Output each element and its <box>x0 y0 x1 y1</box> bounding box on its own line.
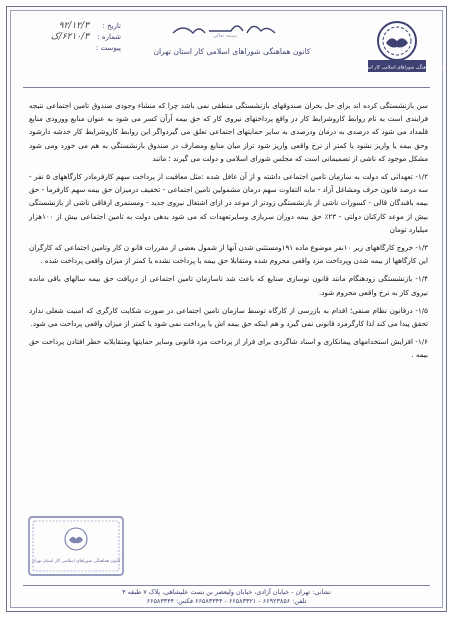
stamp-text: کانون هماهنگی شوراهای اسلامی کار استان تهران <box>31 559 121 564</box>
paragraph-1-6: ۱/۶- افزایش استخدامهای پیمانکاری و اسناد شاگردی برای فرار از پرداخت مزد قانونی وسایر حمایتها ومتقابلابه خطر افتادن پرداخت حق بیمه . <box>29 337 428 360</box>
paragraph-intro: سن بازنشستگی کرده اند برای حل بحران صندوقهای بازنشستگی منطقی نمی باشد چرا که منشاء وجودی صندوق تامین اجتماعی نتیجه فرایندی است به نام روابط کاروشرایط کار در واقع پرداختهای نیروی کار که حق بیمه آرآن کسر می شود به عنوان منابع وورودی منابع قلمداد می شود که درصدی به درمان ودرصدی به سایر حمایتهای اجتماعی تعلق می گیردواگر این روابط کاروشرایط کار خدشه دارشود وحق بیمه یا واریز نشود یا کمتر از نرخ واقعی واریز شود تراز میان منابع ومصارف در صندوق بازنشستگی به هم می خورد ومی شود مشکل موجود که ناشی از تصمیماتی است که مجلس شورای اسلامی و دولت می گیرند ؛ مانند <box>29 101 428 163</box>
footer-phones: تلفن: ۶۶۹۲۳۸۵۶ - ۶۶۵۸۳۳۲۱ - ۶۶۵۸۳۳۴۴ فکس: ۶۶۵۸۳۳۴۴ <box>146 597 307 605</box>
number-row <box>21 32 121 43</box>
date-label: تاریخ : <box>102 22 121 30</box>
paragraph-1-2: ۱/۲- تعهداتی که دولت به سازمان تامین اجتماعی داشته و از آن غافل شده :مثل معافیت از پرداخت سهم کارفرمادر کارگاههای ۵ نفر - سه درصد قانون حرف ومشاغل آزاد - مابه التفاوت سهم درمان مشمولین تامین اجتماعی - تخفیف درمیزان حق بیمه سهم کارفرما - حق بیمه بافندگان قالی - کسورات ناشی از بازنشستگی زودتر از موعد در ازای اشتغال نیروی جدید - ومستمری ارفاقی ناشی از بازنشستگی بیش از موعد کارکنان دولتی - ۲۳٪ حق بیمه دوران سربازی وسایرتعهدات که می شود بدهی دولت به تامین اجتماعی بیش از ۱۰۰هزار میلیارد تومان <box>29 172 429 234</box>
letter-meta <box>21 21 121 54</box>
attachment-label: پیوست : <box>96 44 121 52</box>
footer-address: نشانی: تهران - خیابان آزادی، خیابان ولیعصر بن بست علیشاهی، پلاک ۷ طبقه ۳ <box>122 588 331 596</box>
number-value: ۶۲۱۰/۳/ک <box>50 32 89 42</box>
letterhead <box>7 7 446 85</box>
header-divider <box>23 87 430 88</box>
letter-page <box>6 6 447 612</box>
date-row <box>21 21 121 32</box>
date-value: ۹۲/۱۲/۳ <box>58 21 89 31</box>
footer <box>7 588 446 606</box>
footer-divider <box>23 585 430 586</box>
paragraph-1-5: ۱/۵- درقانون نظام صنفی؛ اقدام به بازرسی از کارگاه توسط سازمان تامین اجتماعی در صورت شکایت کارگری که امنیت شغلی ندارد تحقق پیدا می کند لذا کارگرمزد قانونی نمی گیرد و هم اینکه حق بیمه اش یا پرداخت نمی شود یا کمتر از میزان واقعی پرداخت می شود. <box>29 305 428 329</box>
organization-logo <box>349 19 445 75</box>
svg-text:بسمه تعالی: بسمه تعالی <box>212 33 238 39</box>
calligraphy-heading <box>165 17 285 39</box>
logo-text: کانون هماهنگی شوراهای اسلامی کار استان تهران <box>349 65 445 71</box>
number-label: شماره : <box>97 33 121 41</box>
letter-body <box>29 99 428 367</box>
organization-title: کانون هماهنگی شوراهای اسلامی کار استان تهران <box>153 47 311 56</box>
paragraph-1-4: ۱/۴- بازنشستگی زودهنگام مانند قانون نوسازی صنایع که باعث شد تاسازمان تامین اجتماعی از دریافت حق بیمه سالهای باقی مانده نیروی کار به نرخ واقعی محروم شود. <box>29 274 428 297</box>
paragraph-1-3: ۱/۳- خروج کارگاههای زیر ۱۰نفر موضوع ماده ۱۹۱ومستثنی شدن آنها از شمول بعضی از مقررات قانو ن کار وتامین اجتماعی که کارگران این کارگاهها از بیمه شدن وپرداخت مزد واقعی محروم شده ومتقابلا حق بیمه یا پرداخت نشده یا کمتر از میزان واقعی پرداخت شده . <box>29 243 428 266</box>
attachment-row <box>21 43 121 54</box>
organization-stamp <box>27 515 125 577</box>
